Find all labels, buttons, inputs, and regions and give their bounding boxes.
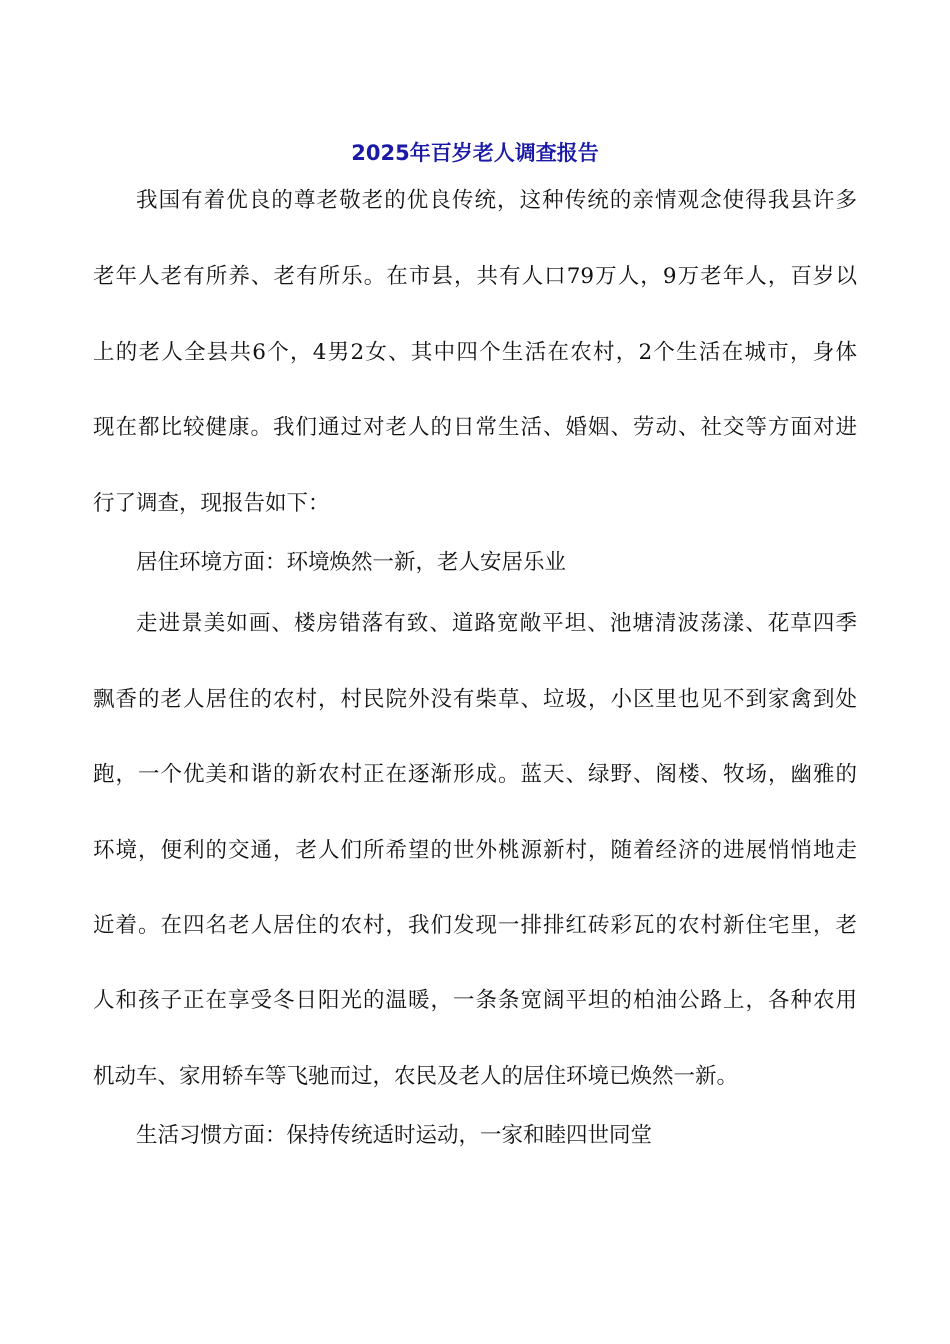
paragraph-line: 我国有着优良的尊老敬老的优良传统，这种传统的亲情观念使得我县许多 <box>136 188 857 213</box>
paragraph-line: 机动车、家用轿车等飞驰而过，农民及老人的居住环境已焕然一新。 <box>93 1064 739 1089</box>
document-title: 2025年百岁老人调查报告 <box>351 141 599 165</box>
section-heading: 居住环境方面：环境焕然一新，老人安居乐业 <box>136 550 567 575</box>
paragraph-line: 人和孩子正在享受冬日阳光的温暖，一条条宽阔平坦的柏油公路上，各种农用 <box>93 988 857 1013</box>
paragraph-line: 行了调查，现报告如下： <box>93 491 330 516</box>
paragraph-line: 近着。在四名老人居住的农村，我们发现一排排红砖彩瓦的农村新住宅里，老 <box>93 913 857 938</box>
paragraph-line: 上的老人全县共6个，4男2女、其中四个生活在农村，2个生活在城市，身体 <box>93 340 857 365</box>
paragraph-line: 环境，便利的交通，老人们所希望的世外桃源新村，随着经济的进展悄悄地走 <box>93 838 857 863</box>
paragraph-line: 飘香的老人居住的农村，村民院外没有柴草、垃圾，小区里也见不到家禽到处 <box>93 687 857 712</box>
paragraph-line: 跑，一个优美和谐的新农村正在逐渐形成。蓝天、绿野、阁楼、牧场，幽雅的 <box>93 762 857 787</box>
section-heading: 生活习惯方面：保持传统适时运动，一家和睦四世同堂 <box>136 1123 653 1148</box>
paragraph-line: 走进景美如画、楼房错落有致、道路宽敞平坦、池塘清波荡漾、花草四季 <box>136 611 857 636</box>
paragraph-line: 现在都比较健康。我们通过对老人的日常生活、婚姻、劳动、社交等方面对进 <box>93 415 857 440</box>
paragraph-line: 老年人老有所养、老有所乐。在市县，共有人口79万人，9万老年人，百岁以 <box>93 264 857 289</box>
